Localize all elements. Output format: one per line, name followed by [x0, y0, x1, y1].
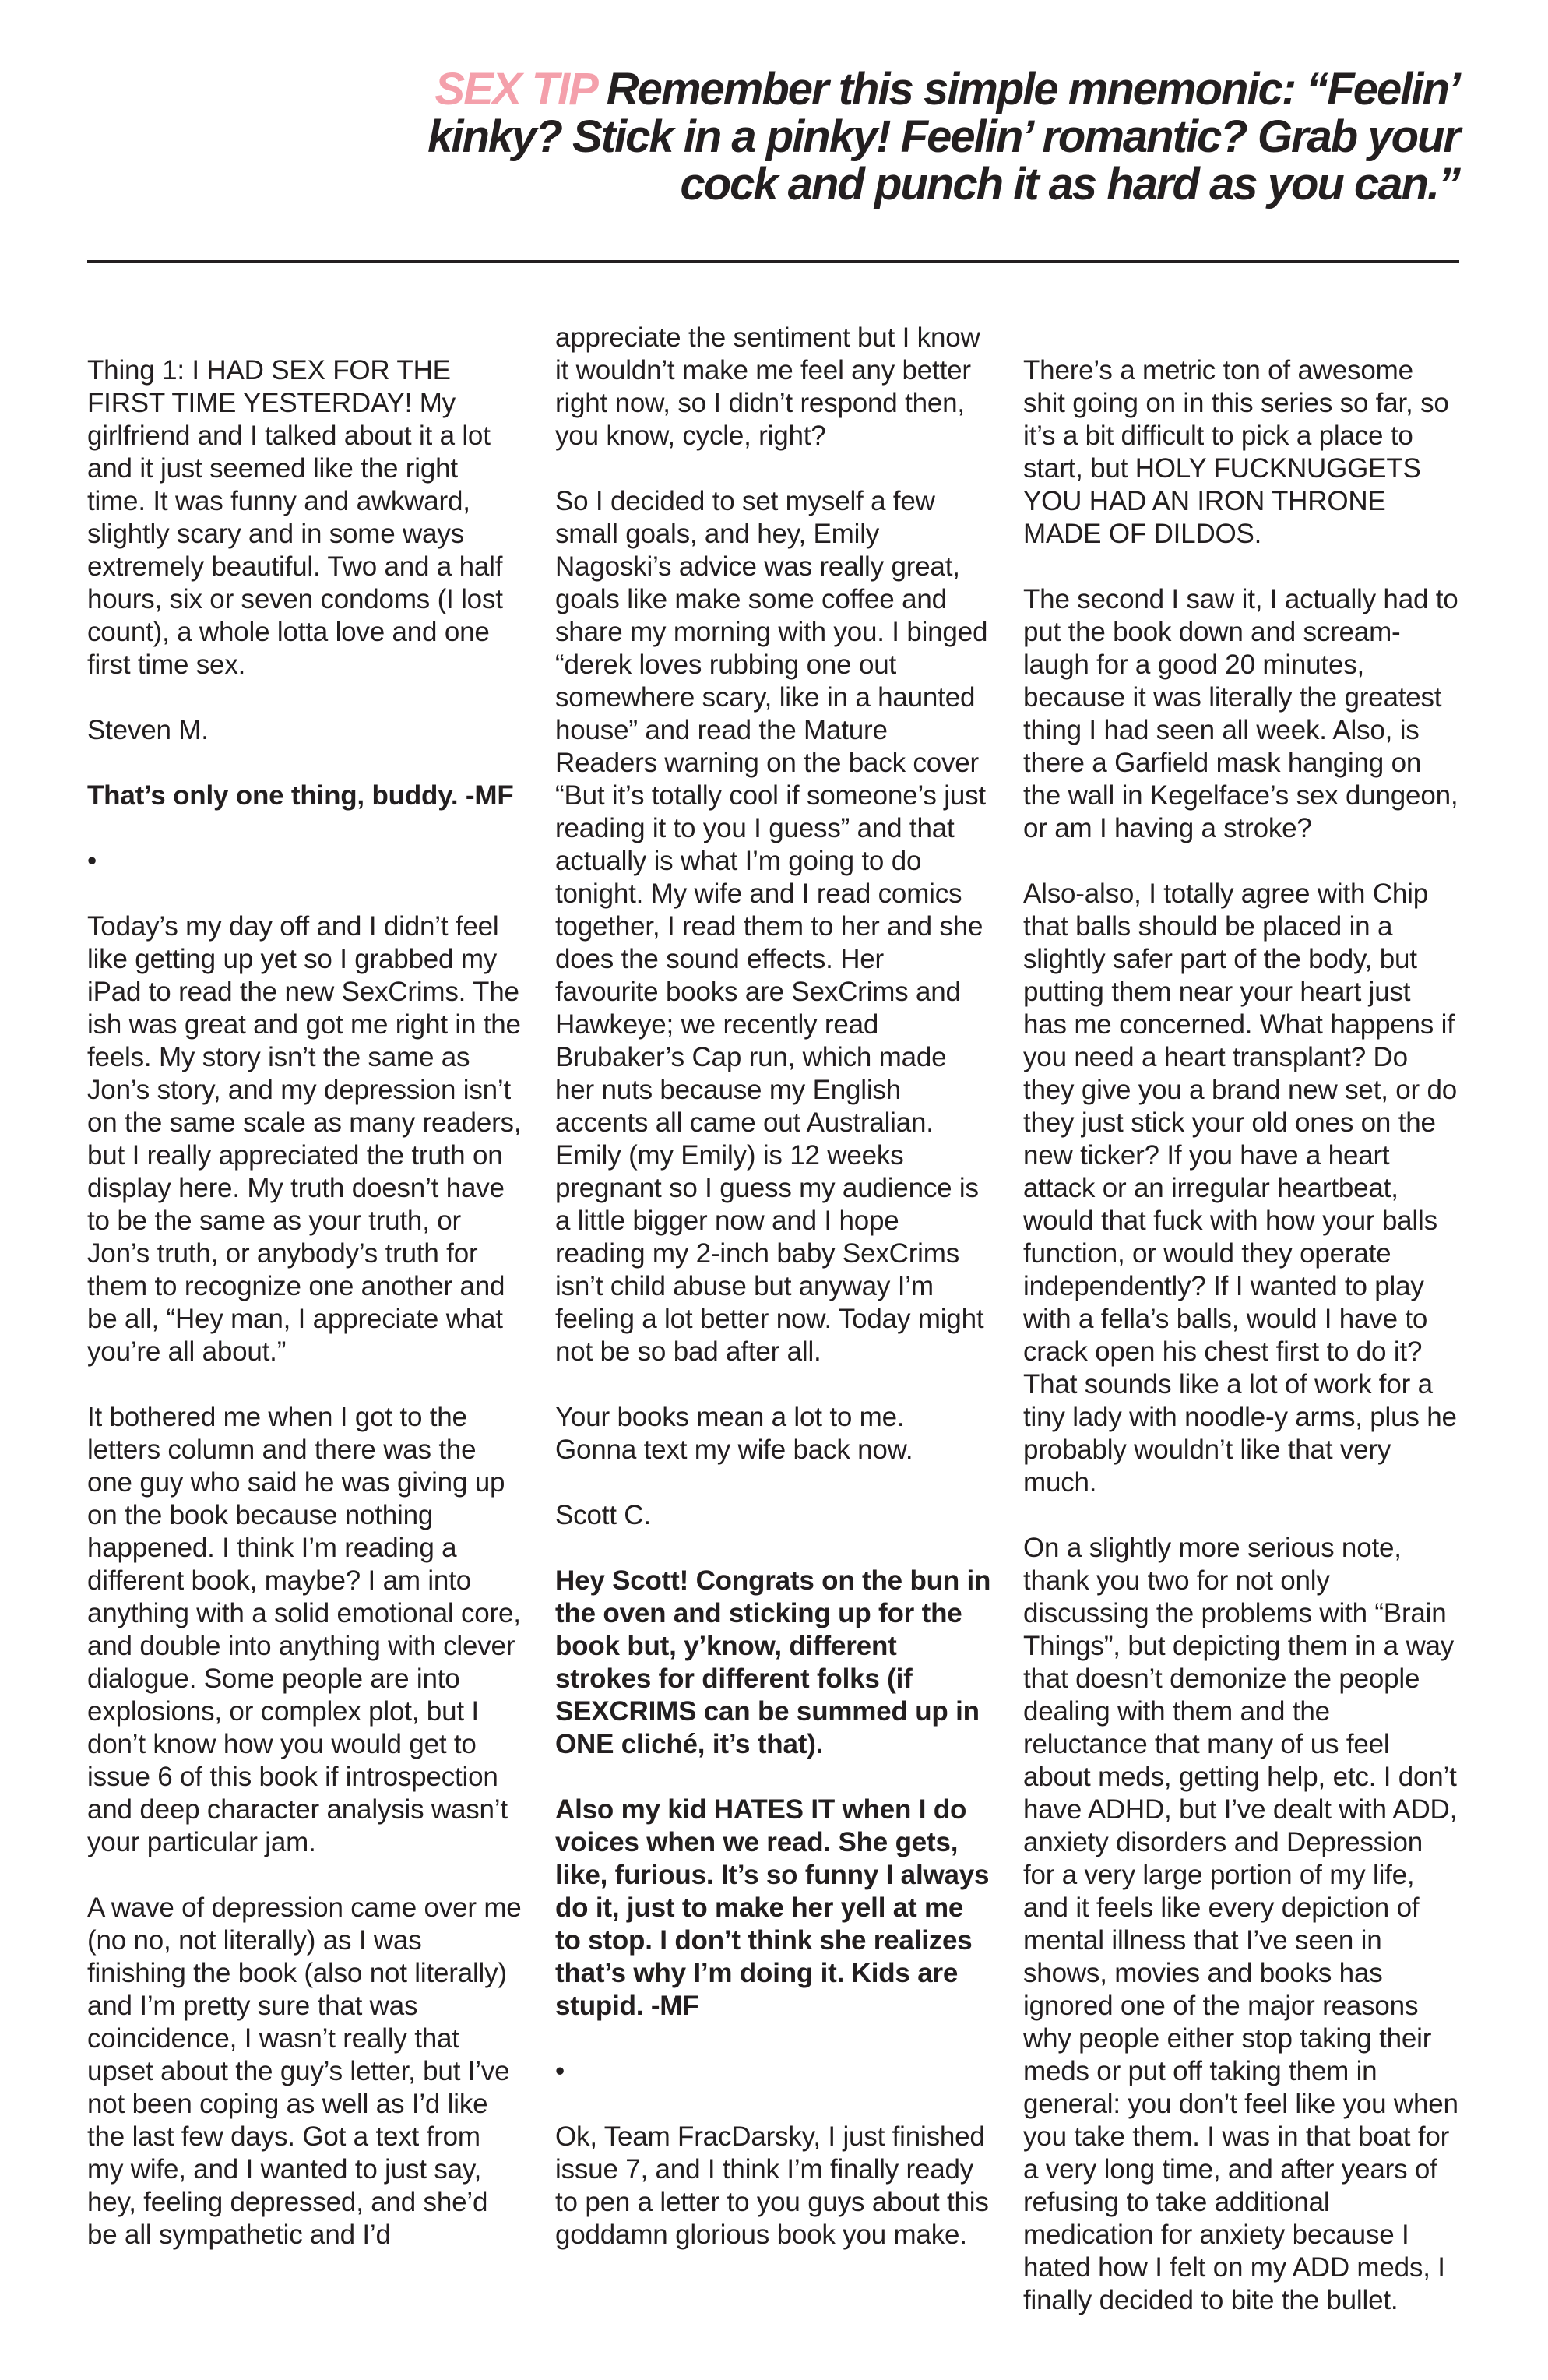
sex-tip-masthead — [87, 65, 1459, 208]
editor-reply: Also my kid HATES IT when I do voices when we read. She gets, like, furious. It’s so funny I always do it, just to make her yell at me to stop. I don’t think she realizes that’s why I’m doing it. Kids are stupid. -MF — [555, 1794, 990, 2021]
header-rule — [87, 260, 1459, 263]
letter-signature: Steven M. — [87, 715, 209, 745]
letter-paragraph: It bothered me when I got to the letters column and there was the one guy who said he was giving up on the book because nothing happened. I think I’m reading a different book, maybe? I am into anything with a solid emotional core, and double into anything with clever dialogue. Some people are into explosions, or complex plot, but I don’t know how you would get to issue 6 of this book if introspection and deep character analysis wasn’t your particular jam. — [87, 1402, 521, 1857]
letter-paragraph: A wave of depression came over me (no no, not literally) as I was finishing the book (also not literally) and I’m pretty sure that was coincidence, I wasn’t really that upset about the guy’s letter, but I’ve not been coping as well as I’d like the last few days. Got a text from my wife, and I wanted to just say, hey, feeling depressed, and she’d be all sympathetic and I’d — [87, 1892, 522, 2250]
section-bullet: • — [555, 2056, 565, 2086]
letter-paragraph: On a slightly more serious note, thank you two for not only discussing the problems with “Brain Things”, but depicting them in a way that doesn’t demonize the people dealing with them and the reluctance that many of us feel about meds, getting help, etc. I don’t have ADHD, but I’ve dealt with ADD, anxiety disorders and Depression for a very large portion of my life, and it feels like every depiction of mental illness that I’ve seen in shows, movies and books has ignored one of the major reasons why people either stop taking their meds or put off taking them in general: you don’t feel like you when you take them. I was in that boat for a very long time, and after years of refusing to take additional medication for anxiety because I hated how I felt on my ADD meds, I finally decided to bite the bullet. — [1023, 1533, 1458, 2315]
masthead-line-1 — [87, 65, 1459, 113]
letter-signature: Scott C. — [555, 1500, 651, 1530]
column-right — [1023, 322, 1459, 2350]
letter-paragraph: There’s a metric ton of awesome shit going on in this series so far, so it’s a bit difficult to pick a place to start, but HOLY FUCKNUGGETS YOU HAD AN IRON THRONE MADE OF DILDOS. — [1023, 355, 1449, 549]
letter-paragraph: Today’s my day off and I didn’t feel like getting up yet so I grabbed my iPad to read the new SexCrims. The ish was great and got me right in the feels. My story isn’t the same as Jon’s story, and my depression isn’t on the same scale as many readers, but I really appreciated the truth on display here. My truth doesn’t have to be the same as your truth, or Jon’s truth, or anybody’s truth for them to recognize one another and be all, “Hey man, I appreciate what you’re all about.” — [87, 911, 522, 1367]
masthead-line-2: kinky? Stick in a pinky! Feelin’ romantic? Grab your — [427, 111, 1459, 162]
column-left — [87, 322, 523, 2350]
letter-paragraph: Ok, Team FracDarsky, I just finished issue 7, and I think I’m finally ready to pen a letter to you guys about this goddamn glorious book you make. — [555, 2121, 989, 2250]
section-bullet: • — [87, 846, 97, 876]
masthead-line-1-text: Remember this simple mnemonic: “Feelin’ — [606, 64, 1459, 114]
letters-columns — [87, 322, 1459, 2350]
letter-paragraph: appreciate the sentiment but I know it wouldn’t make me feel any better right now, so I didn’t respond then, you know, cycle, right? — [555, 322, 980, 451]
letter-paragraph: The second I saw it, I actually had to put the book down and scream-laugh for a good 20 minutes, because it was literally the greatest thing I had seen all week. Also, is there a Garfield mask hanging on the wall in Kegelface’s sex dungeon, or am I having a stroke? — [1023, 584, 1458, 843]
editor-reply: Hey Scott! Congrats on the bun in the oven and sticking up for the book but, y’know, different strokes for different folks (if SEXCRIMS can be summed up in ONE cliché, it’s that). — [555, 1565, 991, 1759]
masthead-line-3: cock and punch it as hard as you can.” — [680, 159, 1459, 209]
letter-paragraph: Also-also, I totally agree with Chip that balls should be placed in a slightly safer part of the body, but putting them near your heart just has me concerned. What happens if you need a heart transplant? Do they give you a brand new set, or do they just stick your old ones on the new ticker? If you have a heart attack or an irregular heartbeat, would that fuck with how your balls function, or would they operate independently? If I wanted to play with a fella’s balls, would I have to crack open his chest first to do it? That sounds like a lot of work for a tiny lady with noodle-y arms, plus he probably wouldn’t like that very much. — [1023, 878, 1458, 1498]
sex-tip-label: SEX TIP — [434, 64, 607, 114]
letter-paragraph: So I decided to set myself a few small goals, and hey, Emily Nagoski’s advice was really great, goals like make some coffee and share my morning with you. I binged “derek loves rubbing one out somewhere scary, like in a haunted house” and read the Mature Readers warning on the back cover “But it’s totally cool if someone’s just reading it to you I guess” and that actually is what I’m going to do tonight. My wife and I read comics together, I read them to her and she does the sound effects. Her favourite books are SexCrims and Hawkeye; we recently read Brubaker’s Cap run, which made her nuts because my English accents all came out Australian. Emily (my Emily) is 12 weeks pregnant so I guess my audience is a little bigger now and I hope reading my 2-inch baby SexCrims isn’t child abuse but anyway I’m feeling a lot better now. Today might not be so bad after all. — [555, 486, 988, 1367]
column-middle — [555, 322, 991, 2350]
letter-paragraph: Thing 1: I HAD SEX FOR THE FIRST TIME YESTERDAY! My girlfriend and I talked about it a lot and it just seemed like the right time. It was funny and awkward, slightly scary and in some ways extremely beautiful. Two and a half hours, six or seven condoms (I lost count), a whole lotta love and one first time sex. — [87, 355, 503, 680]
letter-paragraph: Your books mean a lot to me. Gonna text my wife back now. — [555, 1402, 913, 1465]
editor-reply: That’s only one thing, buddy. -MF — [87, 780, 514, 811]
